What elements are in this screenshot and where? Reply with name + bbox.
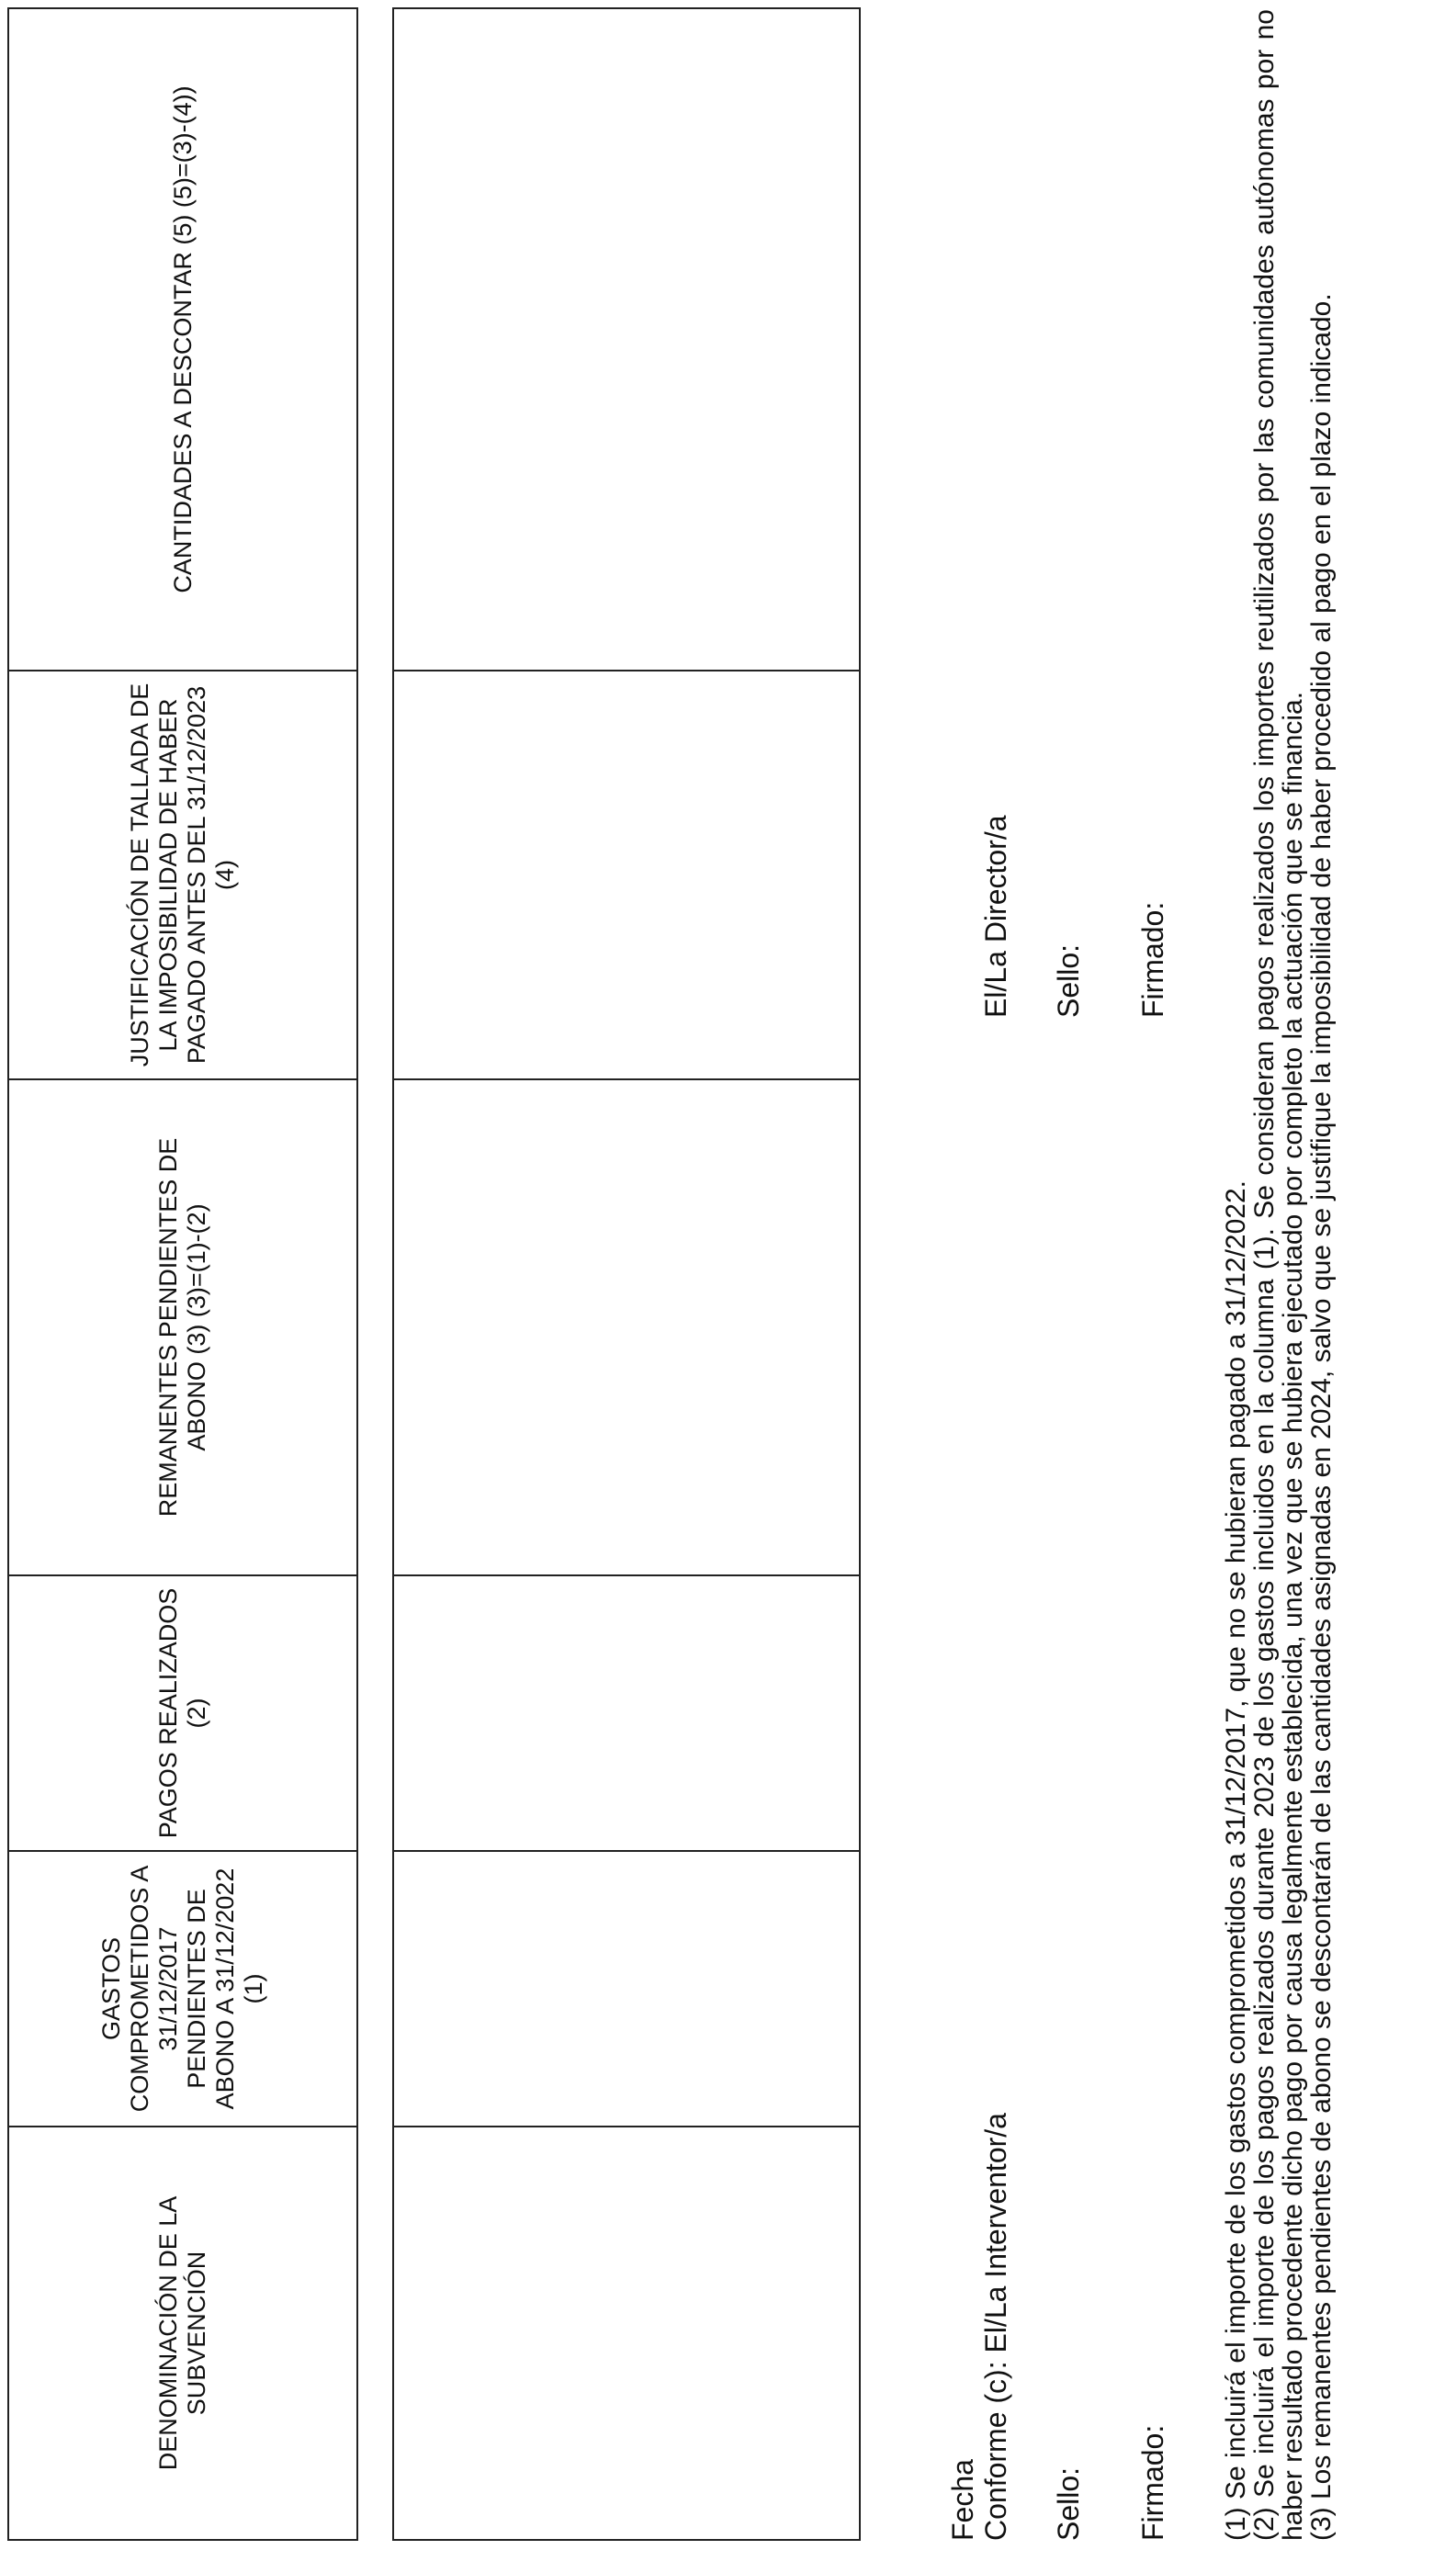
table-body xyxy=(392,7,861,2541)
header-cantidades-a-descontar: CANTIDADES A DESCONTAR (5) (5)=(3)-(4)) xyxy=(8,8,357,671)
header-row xyxy=(8,8,357,2540)
footnotes xyxy=(1222,9,1336,2541)
header-remanentes: REMANENTES PENDIENTES DE ABONO (3) (3)=(1)-(2) xyxy=(8,1079,357,1575)
footnote-3: (3) Los remanentes pendientes de abono se descontarán de las cantidades asignadas en 2024, salvo que se justifique la imposibilidad de haber procedido al pago en el plazo indicado. xyxy=(1306,293,1337,2541)
cell-remanentes[interactable] xyxy=(393,1079,860,1575)
firmado-right-label: Firmado: xyxy=(1136,901,1169,1018)
header-gastos-comprometidos: GASTOS COMPROMETIDOS A 31/12/2017 PENDIENTES DE ABONO A 31/12/2022 (1) xyxy=(8,1851,357,2127)
cell-justificacion[interactable] xyxy=(393,671,860,1079)
footnote-1: (1) Se incluirá el importe de los gastos comprometidos a 31/12/2017, que no se hubieran pagado a 31/12/2022. xyxy=(1221,1180,1251,2541)
conforme-interventor-label: Conforme (c): El/La Interventor/a xyxy=(979,2113,1012,2541)
header-pagos-realizados: PAGOS REALIZADOS (2) xyxy=(8,1575,357,1851)
sello-left-label: Sello: xyxy=(1052,2466,1085,2541)
cell-cantidades-a-descontar[interactable] xyxy=(393,8,860,671)
fecha-label: Fecha xyxy=(946,2459,979,2541)
cell-pagos-realizados[interactable] xyxy=(393,1575,860,1851)
firmado-left-label: Firmado: xyxy=(1136,2424,1169,2541)
header-denominacion: DENOMINACIÓN DE LA SUBVENCIÓN xyxy=(8,2127,357,2540)
header-justificacion: JUSTIFICACIÓN DE TALLADA DE LA IMPOSIBILIDAD DE HABER PAGADO ANTES DEL 31/12/2023 (4) xyxy=(8,671,357,1079)
cell-denominacion[interactable] xyxy=(393,2127,860,2540)
table-header xyxy=(7,7,358,2541)
footnote-2: (2) Se incluirá el importe de los pagos realizados durante 2023 de los gastos incluidos en la columna (1). Se consideran pagos realizados los importes reutilizados por las comunidades autónomas por no haber resultado procedente dicho pago por causa legalmente establecida, una vez que se hubiera ejecutado por completo la actuación que se financia. xyxy=(1249,9,1308,2541)
cell-gastos-comprometidos[interactable] xyxy=(393,1851,860,2127)
table-row xyxy=(393,8,860,2540)
director-label: El/La Director/a xyxy=(979,815,1012,1018)
sello-right-label: Sello: xyxy=(1052,943,1085,1018)
